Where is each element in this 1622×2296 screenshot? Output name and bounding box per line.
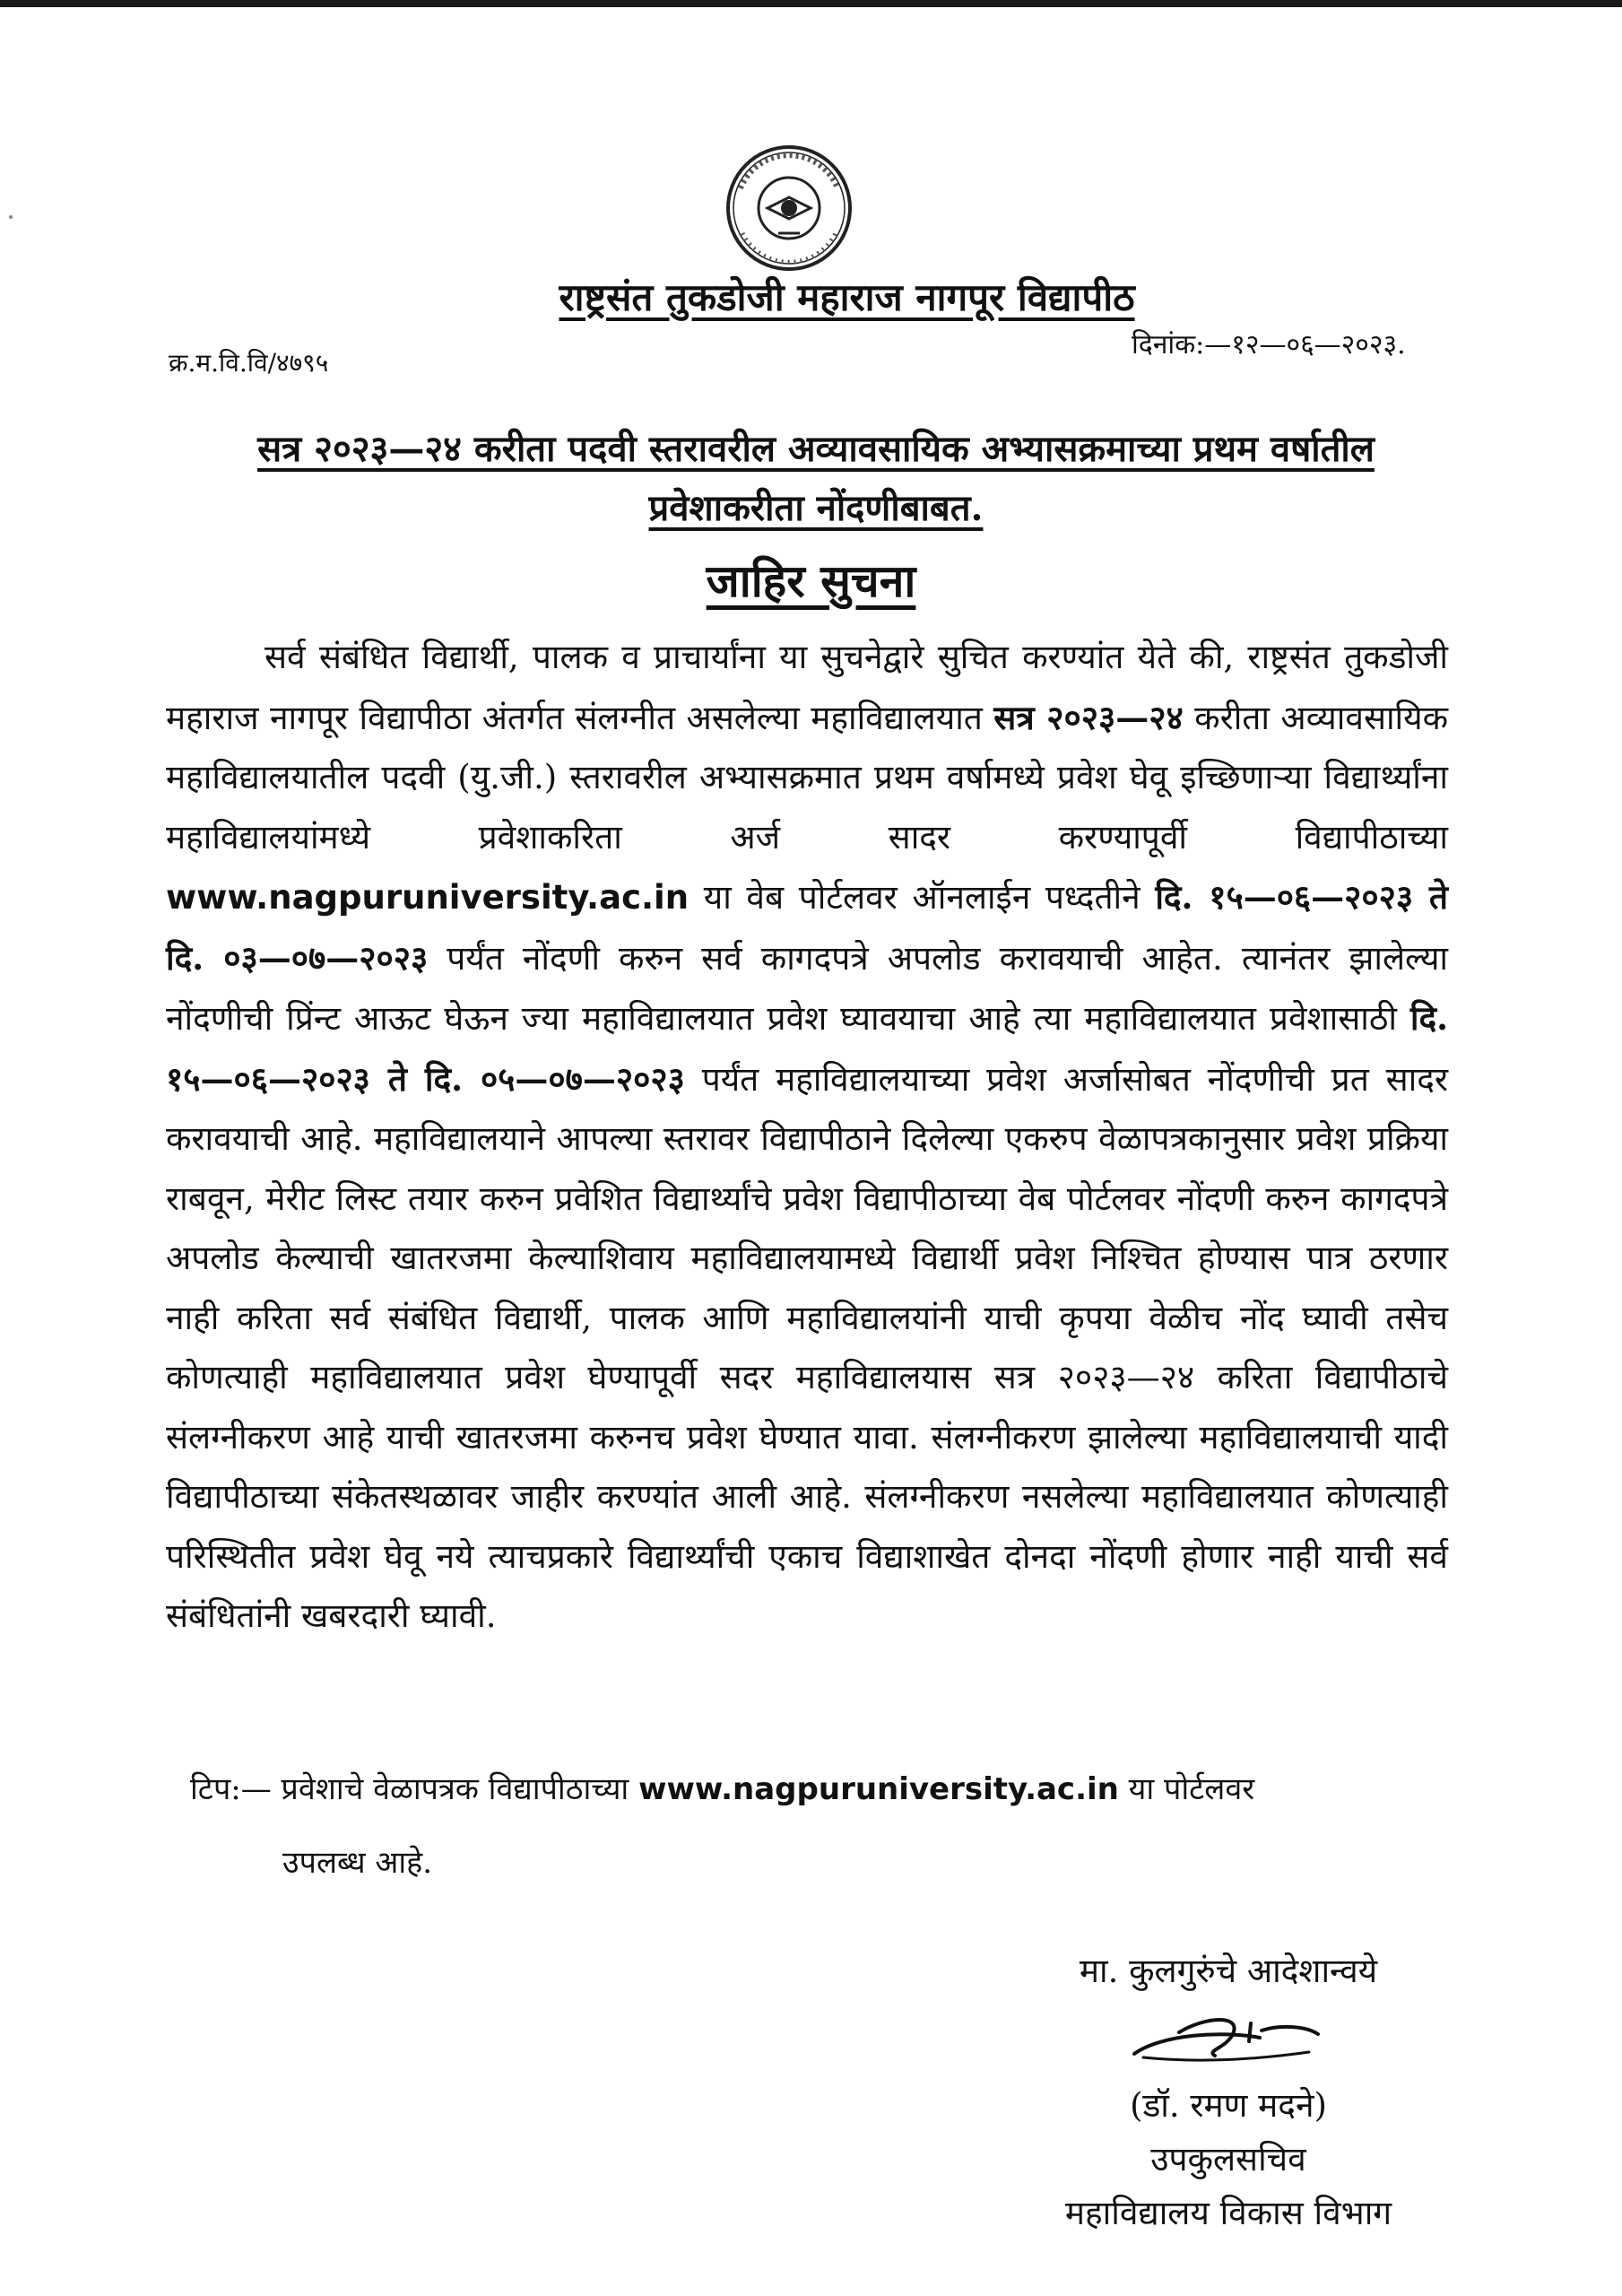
- tip-portal-link[interactable]: www.nagpuruniversity.ac.in: [638, 1771, 1119, 1807]
- tip-suffix: या पोर्टलवर: [1118, 1771, 1255, 1807]
- top-border: [0, 0, 1622, 7]
- subject-heading: [179, 420, 1453, 538]
- notice-body: [166, 628, 1448, 1647]
- signatory-department: महाविद्यालय विकास विभाग: [1064, 2194, 1392, 2232]
- notice-date: दिनांक:—१२—०६—२०२३.: [1132, 329, 1406, 361]
- subject-line-1: सत्र २०२३—२४ करीता पदवी स्तरावरील अव्यावसायिक अभ्यासक्रमाच्या प्रथम वर्षातील: [257, 428, 1375, 470]
- signatory-name: (डॉ. रमण मदने): [1130, 2086, 1327, 2125]
- scan-speck: [9, 215, 13, 219]
- university-name: राष्ट्रसंत तुकडोजी महाराज नागपूर विद्यापीठ: [559, 275, 1135, 319]
- notice-title: जाहिर सुचना: [706, 554, 916, 607]
- body-text-4: पर्यंत नोंदणी करुन सर्व कागदपत्रे अपलोड करावयाची आहेत. त्यानंतर झालेल्या नोंदणीची प्रिंन्ट आऊट घेऊन ज्या महाविद्यालयात प्रवेश घ्यावयाचा आहे त्या महाविद्यालयात प्रवेशासाठी: [166, 938, 1448, 1038]
- registration-dates: दि. १५—०६—२०२३ ते दि. ०३—०७—२०२३: [166, 877, 1448, 978]
- subject-line-2: प्रवेशाकरीता नोंदणीबाबत.: [648, 487, 984, 529]
- reference-number: क्र.म.वि.वि/४७९५: [169, 348, 329, 378]
- signature-mark: [1125, 1998, 1331, 2079]
- order-line: मा. कुलगुरुंचे आदेशान्वये: [1079, 1952, 1378, 1990]
- body-text-1: सर्व संबंधित विद्यार्थी, पालक व प्राचार्यांना या सुचनेद्वारे सुचित करण्यांत येते की, राष्ट्रसंत तुकडोजी महाराज नागपूर विद्यापीठा अंतर्गत संलग्नीत असलेल्या महाविद्यालयात: [166, 638, 1448, 737]
- session-bold: सत्र २०२३—२४: [993, 697, 1184, 737]
- university-portal-link[interactable]: www.nagpuruniversity.ac.in: [166, 878, 690, 917]
- tip-note-line-2: उपलब्ध आहे.: [282, 1845, 432, 1881]
- tip-prefix: टिप:— प्रवेशाचे वेळापत्रक विद्यापीठाच्या: [190, 1771, 639, 1807]
- university-seal-icon: [724, 144, 854, 278]
- signature-block: [1013, 1944, 1444, 2240]
- signatory-designation: उपकुलसचिव: [1150, 2140, 1306, 2179]
- body-text-3: या वेब पोर्टलवर ऑनलाईन पध्दतीने: [689, 878, 1156, 917]
- tip-note: [190, 1764, 1356, 1814]
- body-text-2: करीता अव्यावसायिक महाविद्यालयातील पदवी (यु.जी.) स्तरावरील अभ्यासक्रमात प्रथम वर्षामध्ये प्रवेश घेवू इच्छिणाऱ्या विद्यार्थ्यांना महाविद्यालयांमध्ये प्रवेशाकरिता अर्ज सादर करण्यापूर्वी विद्यापीठाच्या: [166, 698, 1448, 857]
- body-text-5: पर्यंत महाविद्यालयाच्या प्रवेश अर्जासोबत नोंदणीची प्रत सादर करावयाची आहे. महाविद्यालयाने आपल्या स्तरावर विद्यापीठाने दिलेल्या एकरुप वेळापत्रकानुसार प्रवेश प्रक्रिया राबवून, मेरीट लिस्ट तयार करुन प्रवेशित विद्यार्थ्यांचे प्रवेश विद्यापीठाच्या वेब पोर्टलवर नोंदणी करुन कागदपत्रे अपलोड केल्याची खातरजमा केल्याशिवाय महाविद्यालयामध्ये विद्यार्थी प्रवेश निश्चित होण्यास पात्र ठरणार नाही करिता सर्व संबंधित विद्यार्थी, पालक आणि महाविद्यालयांनी याची कृपया वेळीच नोंद घ्यावी तसेच कोणत्याही महाविद्यालयात प्रवेश घेण्यापूर्वी सदर महाविद्यालयास सत्र २०२३—२४ करिता विद्यापीठाचे संलग्नीकरण आहे याची खातरजमा करुनच प्रवेश घेण्यात यावा. संलग्नीकरण झालेल्या महाविद्यालयाची यादी विद्यापीठाच्या संकेतस्थळावर जाहीर करण्यांत आली आहे. संलग्नीकरण नसलेल्या महाविद्यालयात कोणत्याही परिस्थितीत प्रवेश घेवू नये त्याचप्रकारे विद्यार्थ्यांची एकाच विद्याशाखेत दोनदा नोंदणी होणार नाही याची सर्व संबंधितांनी खबरदारी घ्यावी.: [166, 1059, 1449, 1635]
- admission-dates: दि. १५—०६—२०२३ ते दि. ०५—०७—२०२३: [166, 998, 1448, 1099]
